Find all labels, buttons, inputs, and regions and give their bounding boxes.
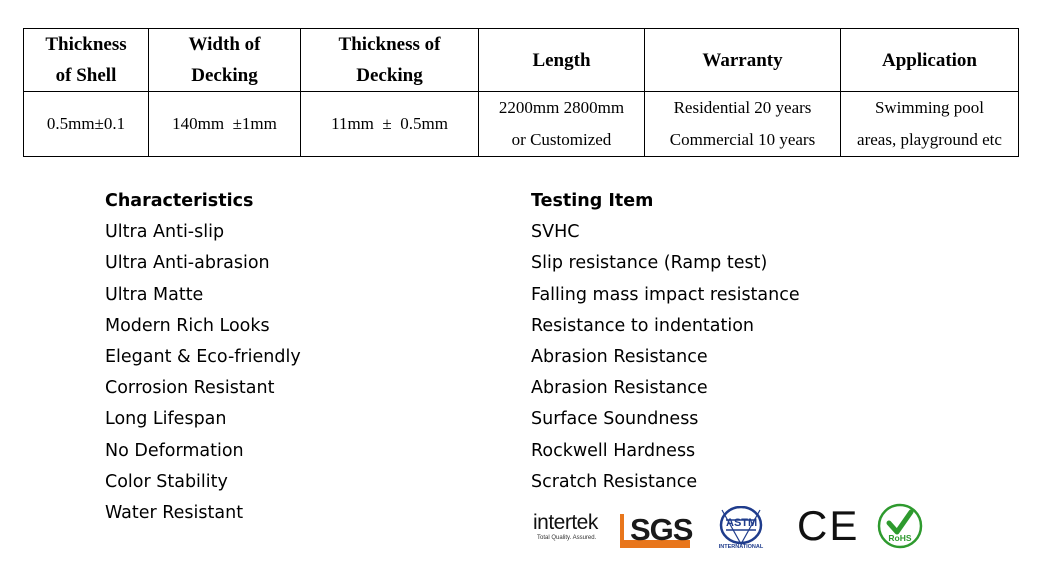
- list-item: Resistance to indentation: [531, 315, 755, 336]
- rohs-wordmark: RoHS: [888, 533, 912, 543]
- spec-value-row: [24, 92, 1019, 157]
- sgs-wordmark: SGS: [630, 512, 693, 547]
- list-item: Abrasion Resistance: [531, 378, 708, 399]
- list-item: Falling mass impact resistance: [531, 284, 800, 305]
- list-item: Abrasion Resistance: [531, 346, 708, 367]
- testing-title: Testing Item: [531, 191, 654, 211]
- cell-thickness-shell: 0.5mm±0.1: [24, 92, 149, 157]
- list-item: Slip resistance (Ramp test): [531, 253, 768, 274]
- cell-thickness-decking: 11mm ± 0.5mm: [301, 92, 479, 157]
- header-width-decking: Width of Decking: [149, 29, 301, 92]
- sgs-bar: [620, 514, 624, 548]
- intertek-logo: [533, 512, 609, 548]
- list-item: Surface Soundness: [531, 409, 699, 430]
- spec-table: [23, 28, 1019, 157]
- list-item: Long Lifespan: [105, 409, 227, 430]
- list-item: No Deformation: [105, 440, 244, 461]
- characteristics-title: Characteristics: [105, 191, 254, 211]
- list-item: Scratch Resistance: [531, 471, 698, 492]
- cell-warranty: Residential 20 years Commercial 10 years: [645, 92, 841, 157]
- cell-width-decking: 140mm ±1mm: [149, 92, 301, 157]
- list-item: Ultra Matte: [105, 284, 204, 305]
- astm-logo: [714, 506, 768, 552]
- intertek-wordmark: intertek: [533, 511, 598, 534]
- list-item: Elegant & Eco-friendly: [105, 346, 301, 367]
- header-thickness-shell: Thickness of Shell: [24, 29, 149, 92]
- characteristics-list: [105, 186, 301, 529]
- list-item: Ultra Anti-slip: [105, 222, 225, 243]
- ce-mark: CE: [797, 502, 860, 549]
- spec-header-row: [24, 29, 1019, 92]
- header-thickness-decking: Thickness of Decking: [301, 29, 479, 92]
- header-length: Length: [479, 29, 645, 92]
- list-item: Color Stability: [105, 471, 228, 492]
- list-item: Corrosion Resistant: [105, 378, 275, 399]
- sgs-logo: [618, 510, 693, 550]
- list-item: Modern Rich Looks: [105, 315, 270, 336]
- ce-logo: [797, 502, 860, 549]
- list-item: Rockwell Hardness: [531, 440, 696, 461]
- intertek-tagline: Total Quality. Assured.: [537, 535, 597, 541]
- header-warranty: Warranty: [645, 29, 841, 92]
- certification-logos: [530, 502, 930, 552]
- list-item: Ultra Anti-abrasion: [105, 253, 270, 274]
- list-item: Water Resistant: [105, 502, 244, 523]
- astm-subtitle: INTERNATIONAL: [718, 544, 764, 550]
- cell-application: Swimming pool areas, playground etc: [841, 92, 1019, 157]
- rohs-logo: [876, 502, 924, 550]
- header-application: Application: [841, 29, 1019, 92]
- testing-list: [531, 186, 800, 498]
- cell-length: 2200mm 2800mm or Customized: [479, 92, 645, 157]
- list-item: SVHC: [531, 222, 580, 243]
- astm-wordmark: ASTM: [726, 517, 758, 529]
